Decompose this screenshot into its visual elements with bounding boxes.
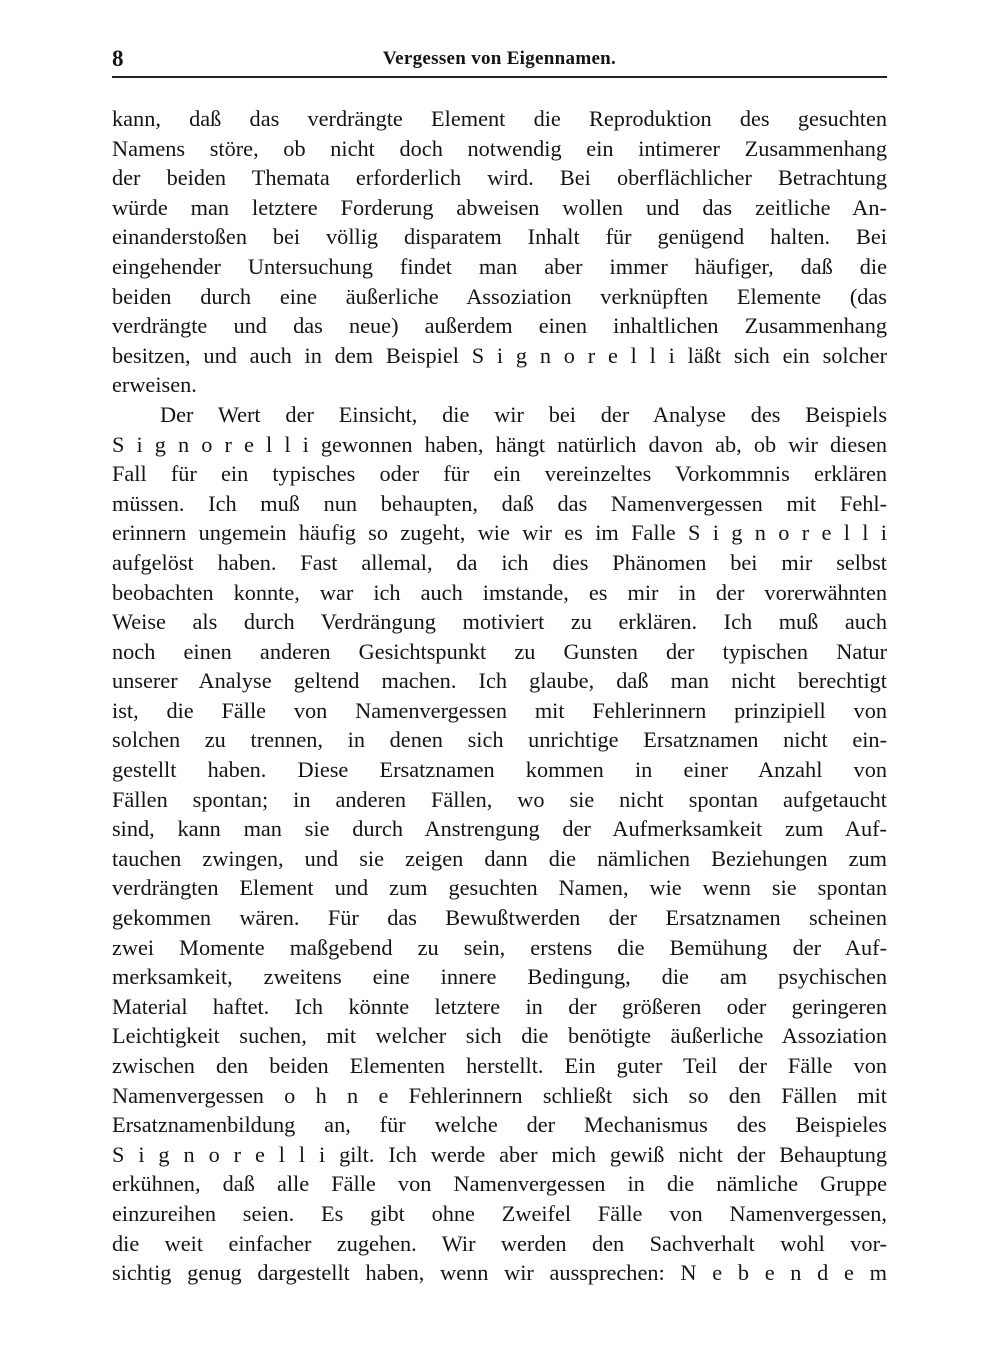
text-line: merksamkeit, zweitens eine innere Bedingung, die am psychischen <box>112 964 887 990</box>
text-line: Fällen spontan; in anderen Fällen, wo sie nicht spontan aufgetaucht <box>112 786 887 812</box>
text-line: beobachten konnte, war ich auch imstande, es mir in der vorerwähnten <box>112 579 887 605</box>
paragraph-first-line: Der Wert der Einsicht, die wir bei der Analyse des Beispiels <box>160 401 887 427</box>
text-line: die weit einfacher zugehen. Wir werden den Sachverhalt wohl vor- <box>112 1230 887 1256</box>
text-line: tauchen zwingen, und sie zeigen dann die nämlichen Beziehungen zum <box>112 845 887 871</box>
text-line: ist, die Fälle von Namenvergessen mit Fehlerinnern prinzipiell von <box>112 697 887 723</box>
text-line: müssen. Ich muß nun behaupten, daß das Namenvergessen mit Fehl- <box>112 490 887 516</box>
text-line: verdrängte und das neue) außerdem einen inhaltlichen Zusammenhang <box>112 313 887 339</box>
page-header <box>112 46 887 78</box>
text-line: Fall für ein typisches oder für ein vereinzeltes Vorkommnis erklären <box>112 461 887 487</box>
text-line: besitzen, und auch in dem Beispiel S i g n o r e l l i läßt sich ein solcher <box>112 342 887 368</box>
text-line: eingehender Untersuchung findet man aber immer häufiger, daß die <box>112 253 887 279</box>
text-line: einanderstoßen bei völlig disparatem Inhalt für genügend halten. Bei <box>112 224 887 250</box>
text-line: erinnern ungemein häufig so zugeht, wie wir es im Falle S i g n o r e l l i <box>112 520 887 546</box>
text-line: einzureihen seien. Es gibt ohne Zweifel Fälle von Namenvergessen, <box>112 1200 887 1226</box>
text-line: gekommen wären. Für das Bewußtwerden der Ersatznamen scheinen <box>112 905 887 931</box>
text-line: S i g n o r e l l i gewonnen haben, hängt natürlich davon ab, ob wir diesen <box>112 431 887 457</box>
text-line: Namens störe, ob nicht doch notwendig ein intimerer Zusammenhang <box>112 135 887 161</box>
text-line: Namenvergessen o h n e Fehlerinnern schließt sich so den Fällen mit <box>112 1082 887 1108</box>
running-title: Vergessen von Eigennamen. <box>382 48 617 69</box>
text-line: solchen zu trennen, in denen sich unrichtige Ersatznamen nicht ein- <box>112 727 887 753</box>
text-line: Ersatznamenbildung an, für welche der Mechanismus des Beispieles <box>112 1112 887 1138</box>
page-number: 8 <box>112 46 124 71</box>
text-line: sichtig genug dargestellt haben, wenn wir aussprechen: N e b e n d e m <box>112 1260 887 1286</box>
text-line: gestellt haben. Diese Ersatznamen kommen in einer Anzahl von <box>112 757 887 783</box>
text-line: verdrängten Element und zum gesuchten Namen, wie wenn sie spontan <box>112 875 887 901</box>
text-line: Weise als durch Verdrängung motiviert zu erklären. Ich muß auch <box>112 609 887 635</box>
text-line: noch einen anderen Gesichtspunkt zu Gunsten der typischen Natur <box>112 638 887 664</box>
text-line: S i g n o r e l l i gilt. Ich werde aber mich gewiß nicht der Behauptung <box>112 1141 887 1167</box>
body-text <box>112 104 887 1288</box>
text-line: sind, kann man sie durch Anstrengung der Aufmerksamkeit zum Auf- <box>112 816 887 842</box>
text-line: unserer Analyse geltend machen. Ich glaube, daß man nicht berechtigt <box>112 668 887 694</box>
text-line: erweisen. <box>112 372 197 398</box>
text-line: Material haftet. Ich könnte letztere in der größeren oder geringeren <box>112 993 887 1019</box>
text-line: zwischen den beiden Elementen herstellt. Ein guter Teil der Fälle von <box>112 1053 887 1078</box>
text-line: der beiden Themata erforderlich wird. Bei oberflächlicher Betrachtung <box>112 165 887 191</box>
text-line: zwei Momente maßgebend zu sein, erstens die Bemühung der Auf- <box>112 934 887 960</box>
text-line: würde man letztere Forderung abweisen wollen und das zeitliche An- <box>112 194 887 220</box>
text-line: aufgelöst haben. Fast allemal, da ich dies Phänomen bei mir selbst <box>112 549 887 575</box>
text-line: kann, daß das verdrängte Element die Reproduktion des gesuchten <box>112 106 887 131</box>
text-line: erkühnen, daß alle Fälle von Namenvergessen in die nämliche Gruppe <box>112 1171 887 1197</box>
text-line: Leichtigkeit suchen, mit welcher sich die benötigte äußerliche Assoziation <box>112 1023 887 1049</box>
text-line: beiden durch eine äußerliche Assoziation verknüpften Elemente (das <box>112 283 887 309</box>
